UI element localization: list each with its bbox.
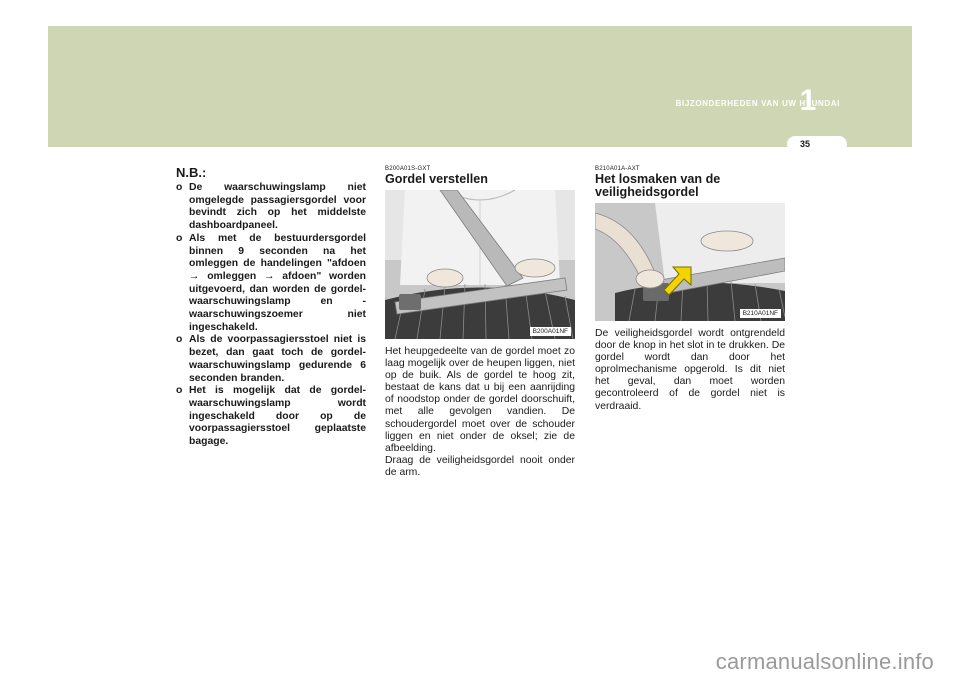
- note-item-text: Als met de bestuurdersgordel binnen 9 seconden na het omleggen de handelingen "afdoen → omleggen → afdoen" worden uitgevoerd, dan worden de gordel-waarschuwingslamp en -waarschuwingszoemer niet ingeschakeld.: [189, 232, 366, 333]
- release-section-title: Het losmaken van de veiligheidsgordel: [595, 172, 721, 199]
- note-item: [176, 385, 366, 449]
- release-figure: [595, 203, 785, 321]
- release-section-code: B210A01A-AXT: [595, 166, 640, 172]
- release-section-body: De veiligheidsgordel wordt ontgrendeld door de knop in het slot in te drukken. De gordel wordt dan door het oprolmechanisme opgerold. Is dit niet het geval, dan moet worden gecontroleerd of de gordel niet is verdraaid.: [595, 328, 785, 412]
- adjust-section: [385, 165, 575, 479]
- header-band: [48, 26, 912, 147]
- note-item: [176, 182, 366, 233]
- page-number: 35: [799, 139, 810, 149]
- chapter-number: 1: [799, 84, 817, 117]
- note-item-text: De waarschuwingslamp niet omgelegde passagiersgordel voor bevindt zich op het middelste dashboardpaneel.: [189, 182, 366, 232]
- adjust-figure: [385, 190, 575, 339]
- watermark: carmanualsonline.info: [715, 649, 934, 674]
- note-bullet: o: [176, 232, 183, 244]
- adjust-section-body: Het heupgedeelte van de gordel moet zo laag mogelijk over de heupen liggen, niet op de buik. Als de gordel te hoog zit, bestaat de kans dat u bij een aanrijding of noodstop onder de gordel doorschuift, met alle gevolgen vandien. De schoudergordel moet over de schouder liggen en niet onder de oksel; zie de afbeelding. Draag de veiligheidsgordel nooit onder de arm.: [385, 346, 575, 478]
- adjust-section-code: B200A01S-GXT: [385, 166, 431, 172]
- note-item-text: Het is mogelijk dat de gordel-waarschuwingslamp wordt ingeschakeld door op de voorpassagiersstoel geplaatste bagage.: [189, 385, 366, 448]
- note-list: [176, 182, 366, 449]
- note-bullet: o: [176, 385, 183, 397]
- press-button-arrow-icon: [661, 265, 695, 299]
- chapter-title: BIJZONDERHEDEN VAN UW HYUNDAI: [675, 99, 840, 108]
- note-title: N.B.:: [176, 165, 207, 180]
- adjust-figure-code: B200A01NF: [530, 327, 571, 336]
- note-bullet: o: [176, 182, 183, 193]
- note-item: [176, 334, 366, 385]
- seat-belt-release-illustration: [595, 203, 785, 321]
- note-item-text: Als de voorpassagiersstoel niet is bezet, dan gaat toch de gordel-waarschuwingslamp gedurende 6 seconden branden.: [189, 334, 366, 384]
- note-item: [176, 233, 366, 335]
- release-figure-code: B210A01NF: [740, 309, 781, 318]
- seat-belt-adjust-illustration: [385, 190, 575, 339]
- release-section: [595, 165, 785, 413]
- note-bullet: o: [176, 334, 183, 346]
- adjust-section-title: Gordel verstellen: [385, 172, 488, 186]
- note-column: [176, 165, 366, 449]
